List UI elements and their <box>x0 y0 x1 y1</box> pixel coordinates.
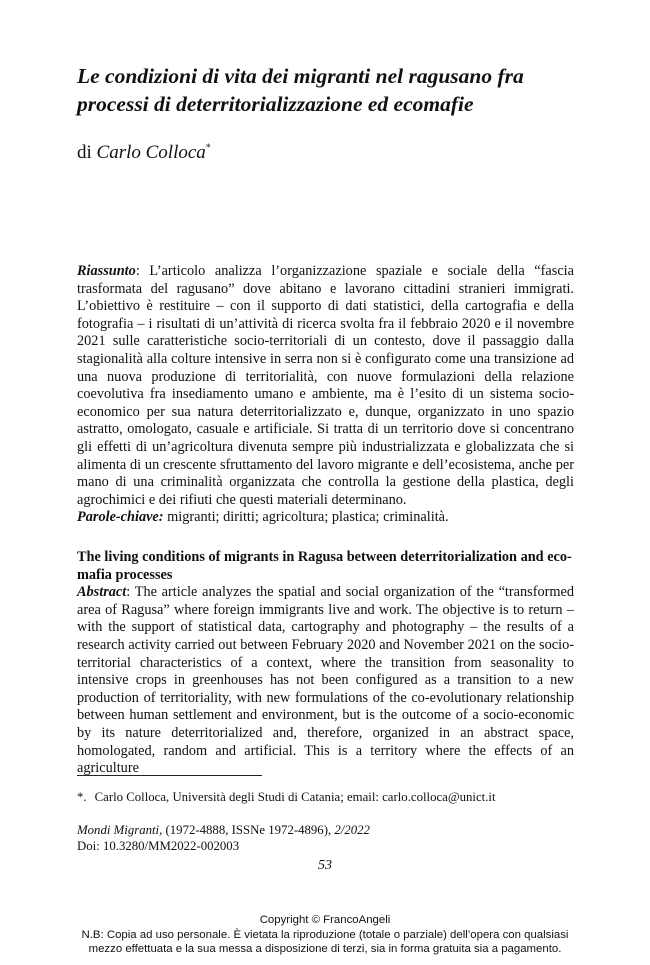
journal-citation <box>77 822 370 854</box>
keywords-label: Parole-chiave: <box>77 509 164 526</box>
riassunto-section <box>77 263 574 527</box>
byline-prefix: di <box>77 142 92 163</box>
copyright-notice <box>0 913 650 957</box>
author-name: Carlo Colloca <box>96 142 206 163</box>
journal-issue: 2/2022 <box>334 823 370 837</box>
riassunto-text: : L’articolo analizza l’organizzazione spaziale e sociale della “fascia trasformata del ragusano” dove abitano e lavorano cittadini stranieri immigrati. L’obiettivo è restituire – con il supporto di dati statistici, della cartografia e della fotografia – i risultati di un’attività di ricerca svolta fra il febbraio 2020 e il novembre 2021 sulle caratteristiche socio-territoriali di un contesto, dove il passaggio dalla stagionalità alla colture intensive in serra non si è configurato come una transizione ad una nuova produzione di territorialità, con nuove formulazioni della relazione coevolutiva fra insediamento umano e ambiente, ma è l’esito di un sistema socio-economico per sua natura deterritorializzato e, dunque, organizzato in uno spazio astratto, omologato, casuale e artificiale. Si tratta di un territorio dove si concentrano gli effetti di un’agricoltura divenuta sempre più industrializzata e globalizzata che si alimenta di un crescente sfruttamento del lavoro migrante e dell’ecosistema, anche per mano di una criminalità organizzata che controlla la gestione della plastica, degli agrochimici e dei rifiuti che questi materiali determinano. <box>77 263 574 508</box>
copyright-line: Copyright © FrancoAngeli <box>259 914 391 926</box>
abstract-section <box>77 549 574 778</box>
byline <box>77 142 211 164</box>
copyright-notice-line: mezzo effettuata e la sua messa a disposizione di terzi, sia in forma gratuita sia a pagamento. <box>88 943 562 955</box>
page-number: 53 <box>318 858 332 873</box>
keywords-text: migranti; diritti; agricoltura; plastica; criminalità. <box>163 509 449 526</box>
journal-issn: , (1972-4888, ISSNe 1972-4896), <box>159 823 335 837</box>
author-footnote-mark: * <box>205 142 211 154</box>
english-title: The living conditions of migrants in Ragusa between deterritorialization and eco-mafia processes <box>77 549 572 583</box>
journal-name: Mondi Migranti <box>77 823 160 837</box>
copyright-notice-line: N.B: Copia ad uso personale. È vietata la riproduzione (totale o parziale) dell’opera con qualsiasi <box>81 928 569 941</box>
riassunto-label: Riassunto <box>77 263 136 279</box>
doi: Doi: 10.3280/MM2022-002003 <box>77 839 240 853</box>
abstract-label: Abstract <box>77 584 127 601</box>
footnote-text: Carlo Colloca, Università degli Studi di Catania; email: carlo.colloca@unict.it <box>94 790 496 804</box>
footnote <box>77 790 496 805</box>
footnote-rule <box>77 775 262 776</box>
article-title: Le condizioni di vita dei migranti nel ragusano fra processi di deterritorializzazione ed ecomafie <box>77 64 524 116</box>
abstract-text: : The article analyzes the spatial and social organization of the “transformed area of Ragusa” where foreign immigrants live and work. The objective is to return – with the support of statistical data, cartography and photography – the results of a research activity carried out between February 2020 and November 2021 on the socio-territorial characteristics of a context, where the transition from seasonality to intensive crops in greenhouses has not been configured as a transition to a new production of territoriality, with new formulations of the co-evolutionary relationship between human settlement and environment, but is the outcome of a socio-economic by its nature deterritorialized and, therefore, organized in an abstract space, homologated, random and artificial. This is a territory where the effects of an agriculture <box>77 584 574 777</box>
footnote-mark: *. <box>77 790 87 804</box>
